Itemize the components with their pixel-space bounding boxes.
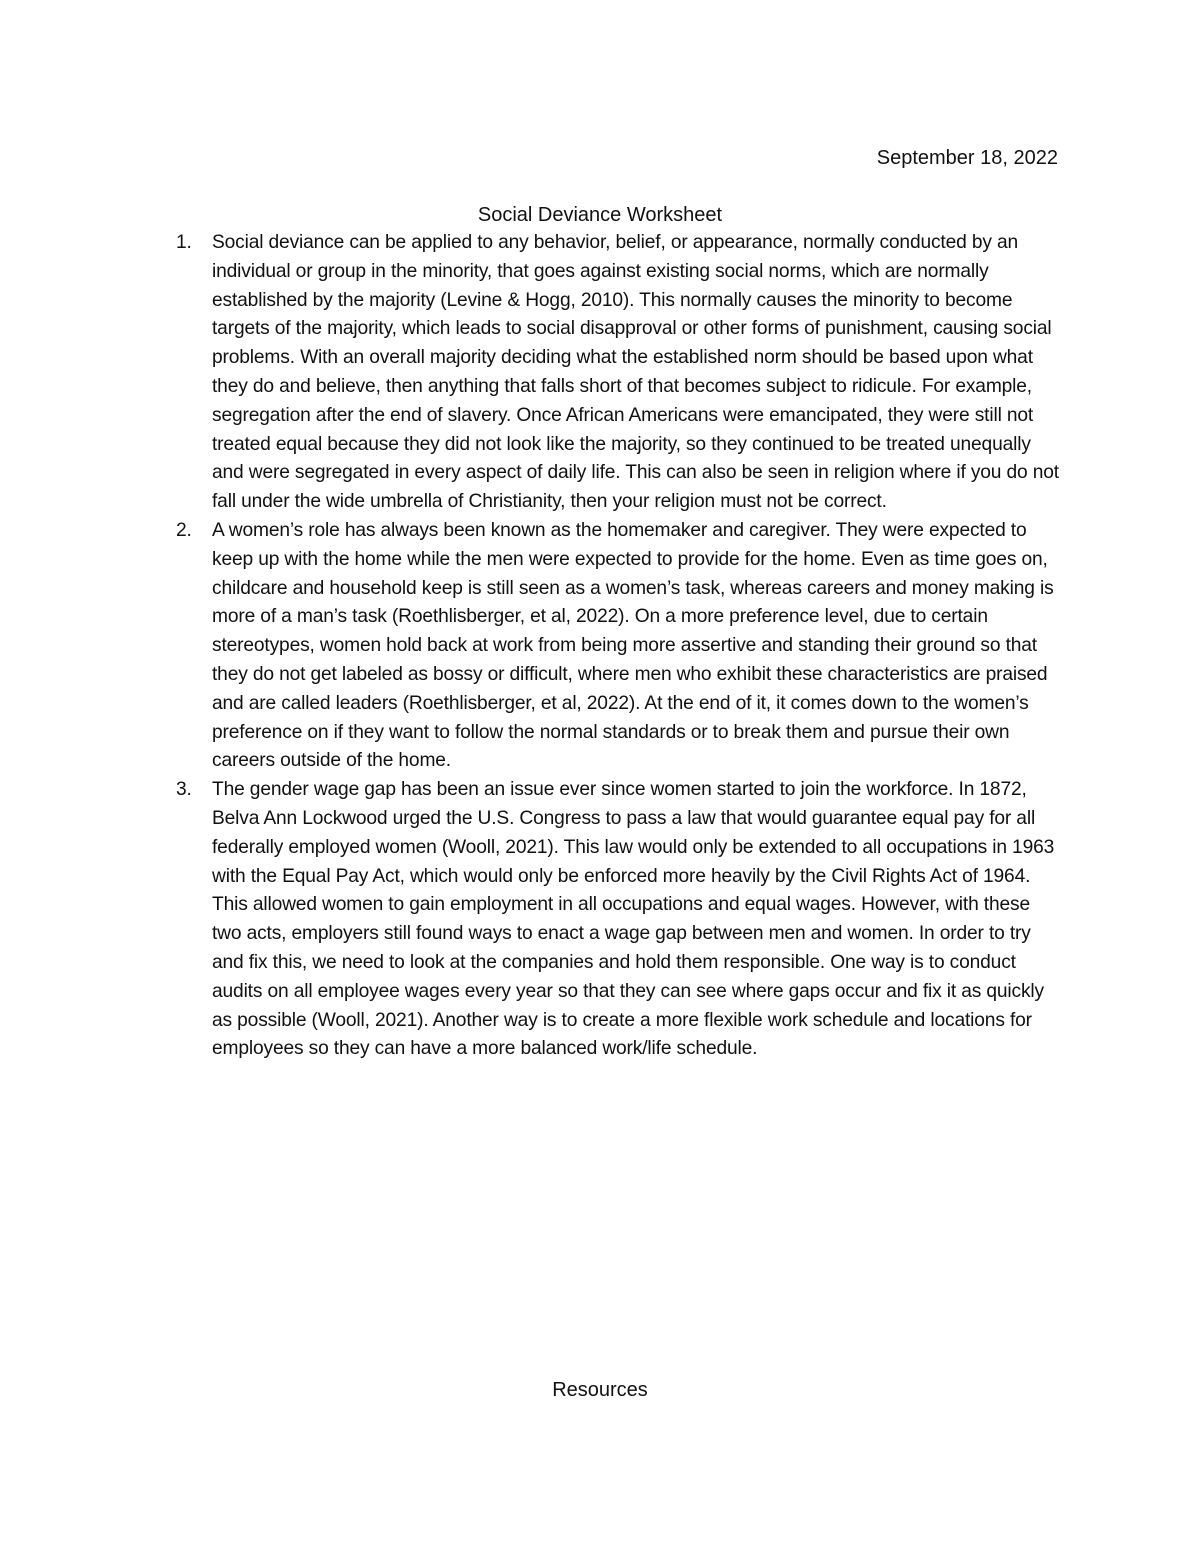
answer-text: A women’s role has always been known as the homemaker and caregiver. They were expected to keep up with the home while the men were expected to provide for the home. Even as time goes on, childcare and household keep is still seen as a women’s task, whereas careers and money making is more of a man’s task (Roethlisberger, et al, 2022). On a more preference level, due to certain stereotypes, women hold back at work from being more assertive and standing their ground so that they do not get labeled as bossy or difficult, where men who exhibit these characteristics are praised and are called leaders (Roethlisberger, et al, 2022). At the end of it, it comes down to the women’s preference on if they want to follow the normal standards or to break them and pursue their own careers outside of the home. [212,519,1054,772]
answer-item [142,229,1062,517]
answer-number: 2. [176,519,192,541]
resources-heading: Resources [552,1379,648,1401]
answer-number: 1. [176,232,192,253]
answer-list [142,229,1062,1064]
answer-text: Social deviance can be applied to any behavior, belief, or appearance, normally conducted by an individual or group in the minority, that goes against existing social norms, which are normally established by the majority (Levine & Hogg, 2010). This normally causes the minority to become targets of the majority, which leads to social disapproval or other forms of punishment, causing social problems. With an overall majority deciding what the established norm should be based upon what they do and believe, then anything that falls short of that becomes subject to ridicule. For example, segregation after the end of slavery. Once African Americans were emancipated, they were still not treated equal because they did not look like the majority, so they continued to be treated unequally and were segregated in every aspect of daily life. This can also be seen in religion where if you do not fall under the wide umbrella of Christianity, then your religion must not be correct. [212,232,1059,513]
document-title: Social Deviance Worksheet [477,204,723,226]
answer-number: 3. [176,779,192,801]
answer-text: The gender wage gap has been an issue ever since women started to join the workforce. In 1872, Belva Ann Lockwood urged the U.S. Congress to pass a law that would guarantee equal pay for all federally employed women (Wooll, 2021). This law would only be extended to all occupations in 1963 with the Equal Pay Act, which would only be enforced more heavily by the Civil Rights Act of 1964. This allowed women to gain employment in all occupations and equal wages. However, with these two acts, employers still found ways to enact a wage gap between men and women. In order to try and fix this, we need to look at the companies and hold them responsible. One way is to conduct audits on all employee wages every year so that they can see where gaps occur and fix it as quickly as possible (Wooll, 2021). Another way is to create a more flexible work schedule and locations for employees so they can have a more balanced work/life schedule. [212,779,1055,1060]
document-date: September 18, 2022 [876,147,1058,169]
answer-item [142,776,1062,1064]
answer-item [142,517,1062,776]
